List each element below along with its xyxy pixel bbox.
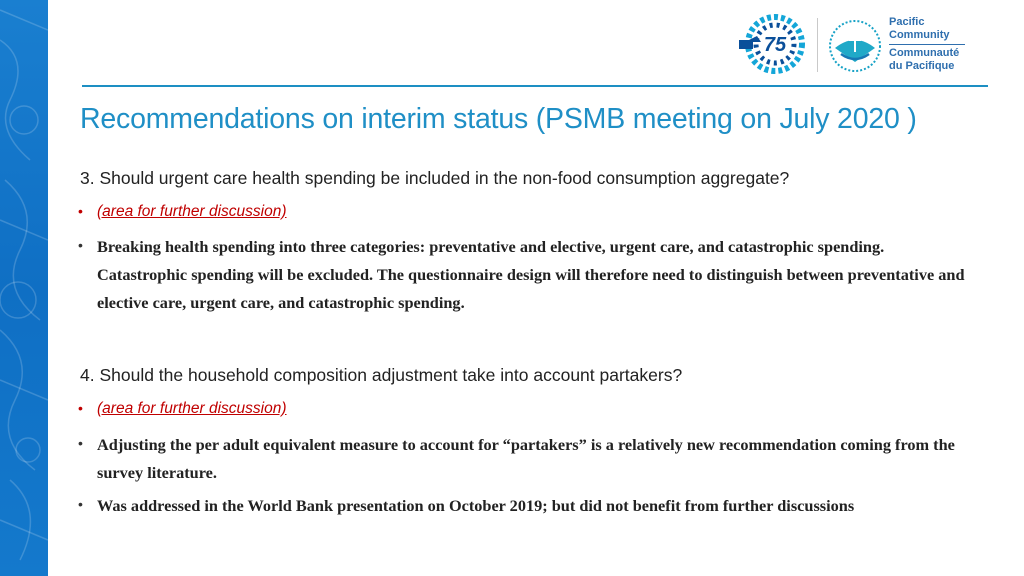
pacific-community-emblem <box>827 18 883 74</box>
q4-bullet-text-2: Was addressed in the World Bank presentation on October 2019; but did not benefit from further discussions <box>97 496 855 515</box>
bullet-dot: • <box>78 237 83 253</box>
bullet-dot: • <box>78 400 83 416</box>
wordmark-rule <box>889 44 965 45</box>
decorative-side-band <box>0 0 48 576</box>
q4-bullet-text-1: Adjusting the per adult equivalent measure to account for “partakers” is a relatively new recommendation coming from the survey literature. <box>97 435 955 482</box>
slide-title: Recommendations on interim status (PSMB meeting on July 2020 ) <box>80 103 917 135</box>
org-name-fr-line2: du Pacifique <box>889 59 955 72</box>
question-3: 3. Should urgent care health spending be included in the non-food consumption aggregate? <box>80 168 790 188</box>
org-name-en-line2: Community <box>889 28 950 41</box>
org-name-fr-line1: Communauté <box>889 47 960 59</box>
org-name-en-line1: Pacific <box>889 16 925 28</box>
anniversary-number: 75 <box>763 34 787 56</box>
bullet-dot: • <box>78 435 83 451</box>
logo-divider <box>817 18 818 72</box>
title-rule <box>82 85 988 87</box>
pacific-community-wordmark <box>889 16 965 72</box>
q3-bullet-text: Breaking health spending into three categories: preventative and elective, urgent care, and catastrophic spending. Catastrophic spending will be excluded. The questionnaire design will therefore need to distinguish between preventative and elective care, urgent care, and catastrophic spending. <box>97 237 965 312</box>
q4-discussion-link[interactable]: (area for further discussion) <box>97 400 287 417</box>
logo-block <box>735 12 975 78</box>
bullet-dot: • <box>78 203 83 219</box>
anniversary-75-logo <box>735 12 807 78</box>
q3-discussion-link[interactable]: (area for further discussion) <box>97 203 287 220</box>
question-4: 4. Should the household composition adjustment take into account partakers? <box>80 365 683 385</box>
bullet-dot: • <box>78 496 83 512</box>
